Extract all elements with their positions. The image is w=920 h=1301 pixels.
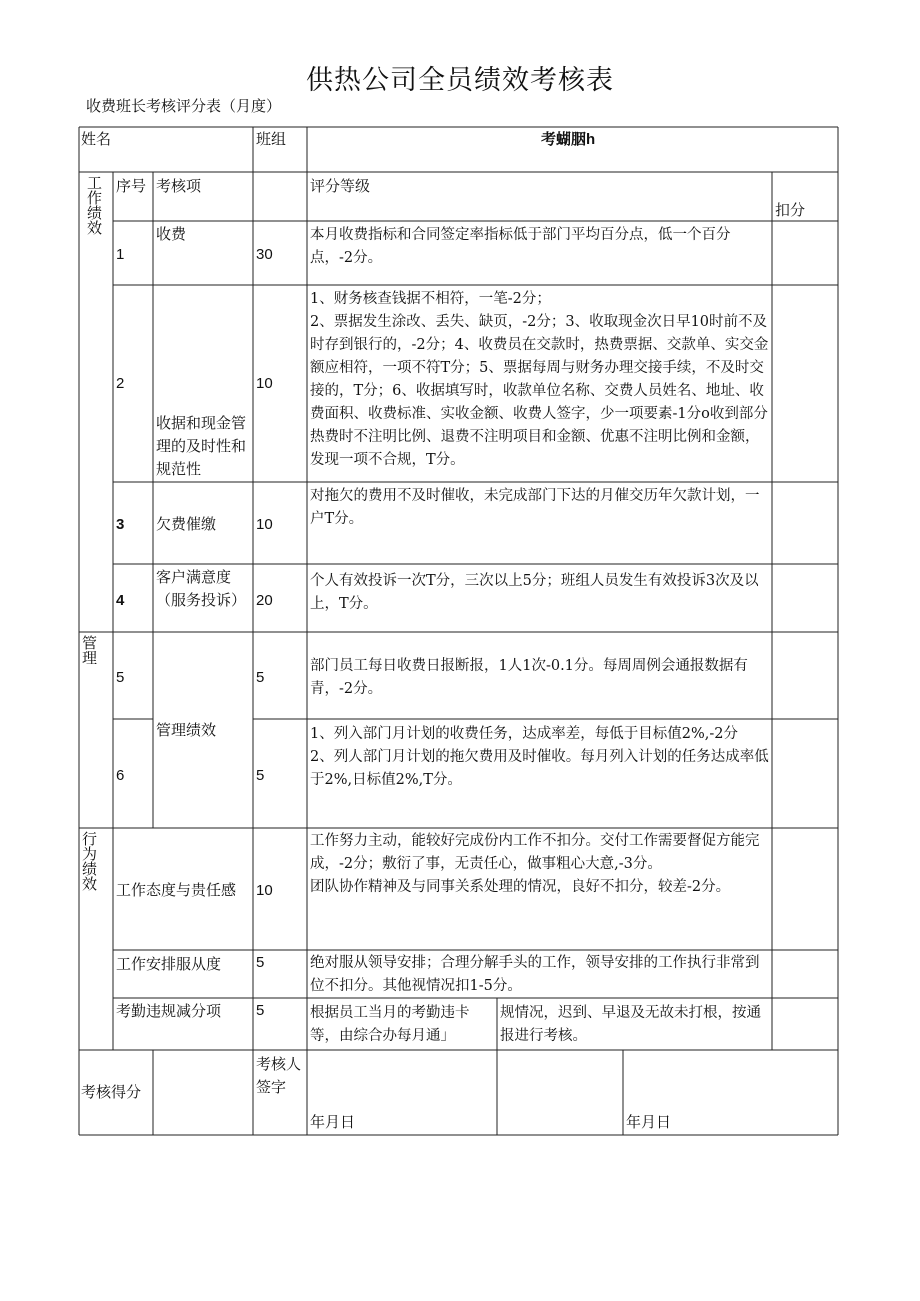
row-description: 对拖欠的费用不及时催收，未完成部门下达的月催交历年欠款计划，一户T分。: [310, 488, 760, 527]
team-label: 班组: [256, 130, 287, 148]
row-item: 客户满意度（服务投诉）: [156, 568, 247, 609]
row-seq: 4: [116, 592, 125, 609]
section-manage-label: 管理: [82, 634, 98, 667]
row-description: 部门员工每日收费日报断报，1人1次-0.1分。每周周例会通报数据有青，-2分。: [310, 658, 748, 697]
row-points: 10: [256, 516, 273, 533]
section-work-label: 工作绩效: [87, 174, 103, 237]
item-column-header: 考核项: [156, 177, 202, 195]
row-description: 本月收费指标和合同签定率指标低于部门平均百分点，低一个百分点，-2分。: [310, 227, 731, 266]
row-item: 欠费催缴: [156, 515, 217, 533]
row-seq: 1: [116, 246, 125, 263]
row-description-left: 根据员工当月的考勤违卡等，由综合办每月通」: [310, 1005, 470, 1044]
row-item: 收据和现金管理的及时性和规范性: [156, 414, 247, 478]
row-points: 5: [256, 954, 265, 971]
row-seq: 2: [116, 375, 125, 392]
row-description: 1、财务核查钱据不相符，一笔-2分； 2、票据发生涂改、丢失、缺页，-2分；3、收取现金次日早10时前不及时存到银行的，-2分；4、收费员在交款时，热费票据、交款单、实交金额应相符，一项不符T分；5、票据每周与财务办理交接手续，不及时交接的，T分；6、收据填写时，收款单位名称、交费人员姓名、地址、收费面积、收费标准、实收金额、收费人签字，少一项要素-1分o收到部分热费时不注明比例、退费不注明项目和金额、优惠不注明比例和金额，发现一项不合规，T分。: [310, 291, 769, 468]
row-description: 绝对服从领导安排；合理分解手头的工作，领导安排的工作执行非常到位不扣分。其他视情况扣1-5分。: [310, 955, 760, 994]
row-seq: 5: [116, 669, 125, 686]
row-points: 20: [256, 592, 273, 609]
signer-label: 考核人签字: [256, 1055, 302, 1096]
row-points: 30: [256, 246, 273, 263]
row-points: 5: [256, 767, 265, 784]
row-item: 工作安排服从度: [116, 955, 222, 973]
row-points: 10: [256, 882, 273, 899]
document-subtitle: 收费班长考核评分表（月度）: [86, 97, 282, 115]
row-points: 5: [256, 1002, 265, 1019]
name-label: 姓名: [81, 130, 112, 148]
period-label: 考蝴胭h: [541, 131, 596, 148]
seq-column-header: 序号: [116, 177, 147, 195]
date-right: 年月日: [626, 1113, 672, 1131]
manage-item-label: 管理绩效: [156, 721, 217, 739]
section-behavior-label: 行为绩效: [82, 830, 98, 893]
score-label: 考核得分: [81, 1083, 142, 1101]
row-points: 5: [256, 669, 265, 686]
row-seq: 6: [116, 767, 125, 784]
row-seq: 3: [116, 516, 125, 533]
document-title: 供热公司全员绩效考核表: [306, 65, 614, 96]
row-description: 1、列入部门月计划的收费任务，达成率差，每低于目标值2%,-2分 2、列人部门月计划的拖欠费用及时催收。每月列入计划的任务达成率低于2%,日标值2%,T分。: [310, 726, 769, 788]
row-item: 工作态度与贵任感: [116, 881, 237, 899]
grading-column-header: 评分等级: [310, 177, 371, 195]
deduct-column-header: 扣分: [775, 201, 806, 219]
row-description-right: 规情况，迟到、早退及无故未打根，按通报进行考核。: [500, 1005, 761, 1044]
row-item: 考勤违规减分项: [116, 1002, 222, 1020]
row-description: 工作努力主动，能较好完成份内工作不扣分。交付工作需要督促方能完成，-2分；敷衍了事，无责任心，做事粗心大意,-3分。 团队协作精神及与同事关系处理的情况，良好不扣分，较差-2分。: [310, 833, 760, 895]
row-item: 收费: [156, 225, 187, 243]
date-left: 年月日: [310, 1113, 356, 1131]
row-description: 个人有效投诉一次T分，三次以上5分；班组人员发生有效投诉3次及以上，T分。: [310, 573, 759, 612]
row-points: 10: [256, 375, 273, 392]
